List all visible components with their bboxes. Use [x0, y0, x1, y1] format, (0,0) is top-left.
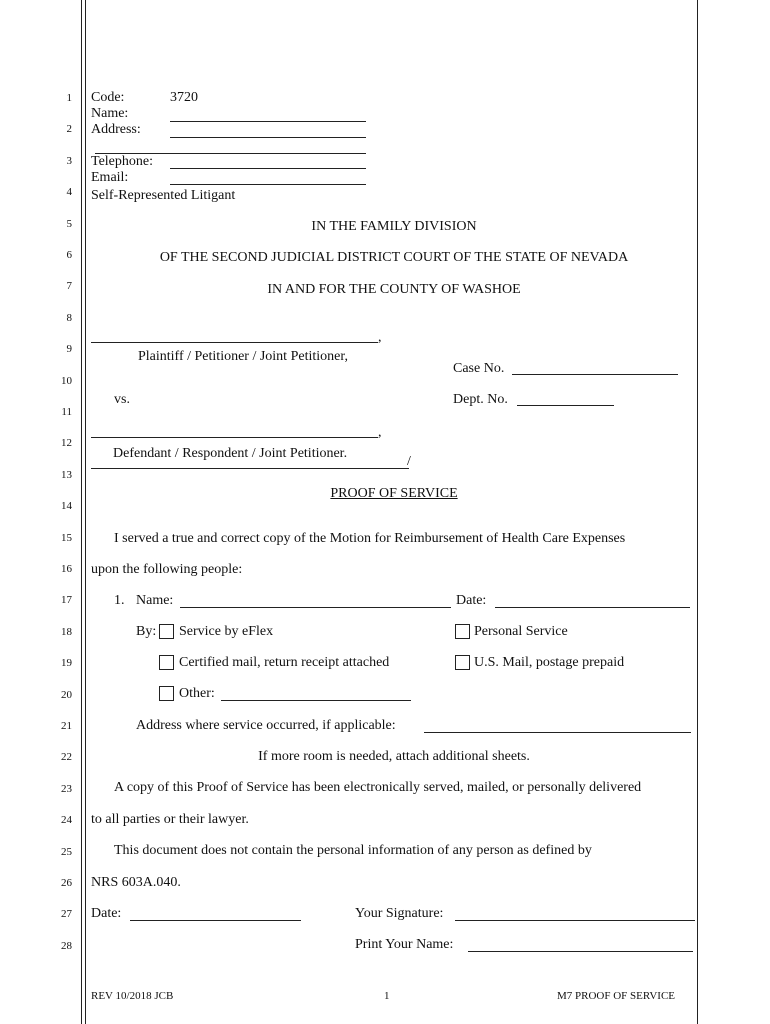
court-county: IN AND FOR THE COUNTY OF WASHOE [267, 282, 521, 297]
court-division: IN THE FAMILY DIVISION [311, 219, 477, 234]
litigant-label: Self-Represented Litigant [91, 188, 236, 203]
signature-field[interactable] [455, 920, 695, 921]
address-label: Address: [91, 122, 141, 137]
defendant-label: Defendant / Respondent / Joint Petitioner. [113, 446, 348, 461]
line-number: 16 [61, 563, 72, 575]
footer-form-name: M7 PROOF OF SERVICE [557, 990, 676, 1002]
line-number: 13 [61, 469, 72, 481]
nrs-text-line1: This document does not contain the personal information of any person as defined by [114, 843, 592, 858]
line-number: 18 [61, 626, 72, 638]
line-number: 4 [66, 186, 72, 198]
margin-rule-right [697, 0, 698, 1024]
item-number: 1. [114, 593, 125, 608]
served-date-field[interactable] [495, 607, 690, 608]
line-number: 27 [61, 908, 72, 920]
other-checkbox[interactable] [159, 686, 174, 701]
line-number: 10 [61, 375, 72, 387]
dept-no-field[interactable] [517, 405, 614, 406]
code-value: 3720 [170, 90, 198, 105]
other-label: Other: [179, 686, 215, 701]
footer-revision: REV 10/2018 JCB [91, 990, 174, 1002]
margin-rule-left-inner [85, 0, 86, 1024]
email-label: Email: [91, 170, 129, 185]
telephone-label: Telephone: [91, 154, 153, 169]
line-number: 12 [61, 437, 72, 449]
vs-label: vs. [114, 392, 130, 407]
line-number: 21 [61, 720, 72, 732]
eflex-checkbox[interactable] [159, 624, 174, 639]
line-number: 20 [61, 689, 72, 701]
us-mail-checkbox[interactable] [455, 655, 470, 670]
service-address-label: Address where service occurred, if applicable: [136, 718, 396, 733]
served-name-field[interactable] [180, 607, 451, 608]
line-number: 22 [61, 751, 72, 763]
document-title [91, 486, 697, 502]
document-title-text: PROOF OF SERVICE [330, 486, 458, 501]
other-field[interactable] [221, 700, 411, 701]
print-name-field[interactable] [468, 951, 693, 952]
line-number: 15 [61, 532, 72, 544]
signature-date-label: Date: [91, 906, 122, 921]
caption-comma: , [378, 330, 382, 345]
caption-comma: , [378, 425, 382, 440]
served-name-label: Name: [136, 593, 174, 608]
defendant-name-field[interactable] [91, 437, 378, 438]
signature-date-field[interactable] [130, 920, 301, 921]
line-number: 17 [61, 594, 72, 606]
more-room-note: If more room is needed, attach additional sheets. [258, 749, 530, 764]
code-label: Code: [91, 90, 125, 105]
line-number: 6 [66, 249, 72, 261]
line-number: 19 [61, 657, 72, 669]
line-number: 26 [61, 877, 72, 889]
copy-text-line1: A copy of this Proof of Service has been electronically served, mailed, or personally delivered [114, 780, 642, 795]
line-number: 14 [61, 500, 72, 512]
served-text-line2: upon the following people: [91, 562, 243, 577]
service-address-field[interactable] [424, 732, 691, 733]
certified-mail-checkbox[interactable] [159, 655, 174, 670]
footer-page-number: 1 [384, 990, 390, 1002]
line-number: 28 [61, 940, 72, 952]
case-no-label: Case No. [453, 361, 505, 376]
line-number: 23 [61, 783, 72, 795]
line-number: 9 [66, 343, 72, 355]
line-number: 8 [66, 312, 72, 324]
dept-no-label: Dept. No. [453, 392, 508, 407]
signature-label: Your Signature: [355, 906, 444, 921]
telephone-field[interactable] [170, 168, 366, 169]
plaintiff-label: Plaintiff / Petitioner / Joint Petitioner, [138, 349, 348, 364]
court-name: OF THE SECOND JUDICIAL DISTRICT COURT OF THE STATE OF NEVADA [159, 250, 629, 265]
served-date-label: Date: [456, 593, 487, 608]
by-label: By: [136, 624, 157, 639]
email-field[interactable] [170, 184, 366, 185]
line-number: 11 [61, 406, 72, 418]
line-number: 1 [66, 92, 72, 104]
caption-slash: / [407, 454, 411, 469]
line-number: 7 [66, 280, 72, 292]
plaintiff-name-field[interactable] [91, 342, 378, 343]
address-field[interactable] [170, 137, 366, 138]
served-text-line1: I served a true and correct copy of the Motion for Reimbursement of Health Care Expenses [114, 531, 626, 546]
line-number: 2 [66, 123, 72, 135]
eflex-label: Service by eFlex [179, 624, 274, 639]
certified-mail-label: Certified mail, return receipt attached [179, 655, 390, 670]
name-field[interactable] [170, 121, 366, 122]
personal-service-checkbox[interactable] [455, 624, 470, 639]
us-mail-label: U.S. Mail, postage prepaid [474, 655, 625, 670]
line-number: 3 [66, 155, 72, 167]
personal-service-label: Personal Service [474, 624, 568, 639]
name-label: Name: [91, 106, 129, 121]
caption-bottom-rule [91, 468, 409, 469]
line-number: 5 [66, 218, 72, 230]
nrs-text-line2: NRS 603A.040. [91, 875, 181, 890]
line-number: 24 [61, 814, 72, 826]
print-name-label: Print Your Name: [355, 937, 454, 952]
margin-rule-left-outer [81, 0, 82, 1024]
case-no-field[interactable] [512, 374, 678, 375]
copy-text-line2: to all parties or their lawyer. [91, 812, 249, 827]
line-number: 25 [61, 846, 72, 858]
